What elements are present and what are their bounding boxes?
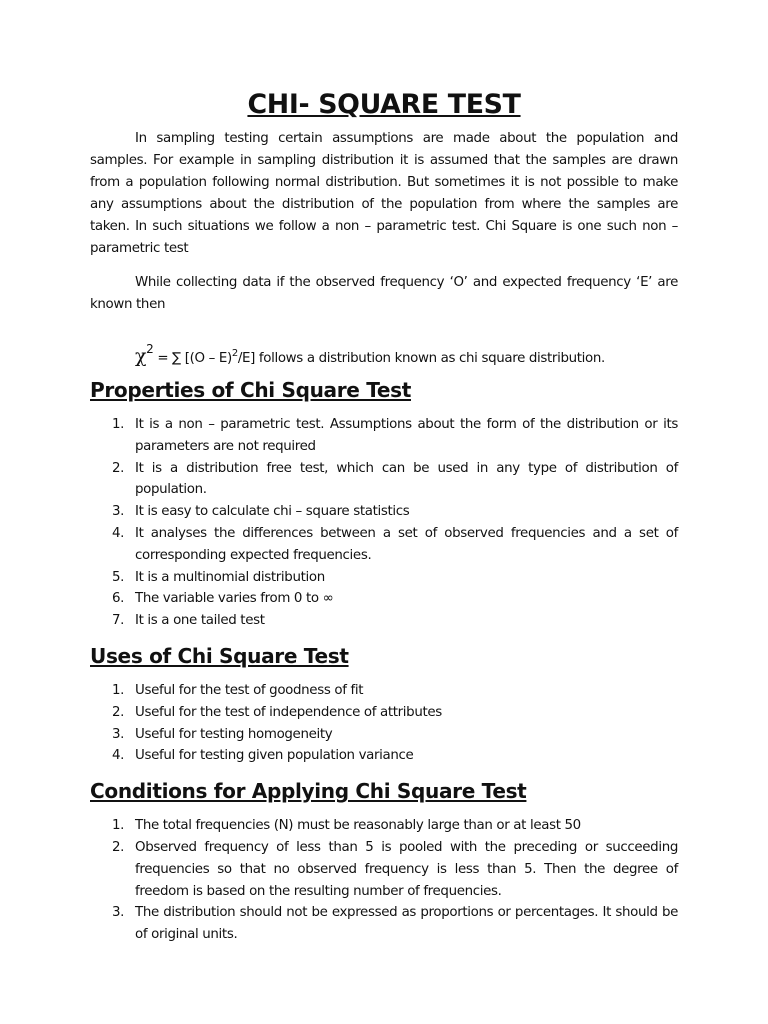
list-item-text: The variable varies from 0 to ∞: [135, 591, 334, 607]
list-item: [90, 414, 678, 458]
list-item-text: It is a one tailed test: [135, 613, 265, 629]
list-number: 4.: [112, 748, 125, 764]
list-item-text: It is a multinomial distribution: [135, 569, 325, 585]
list-item: [90, 501, 678, 523]
list-item-text: It analyses the differences between a set of observed frequencies and a set of corresponding expected frequencies.: [135, 525, 678, 563]
list-item-text: Observed frequency of less than 5 is pooled with the preceding or succeeding frequencies so that no observed frequency is less than 5. Then the degree of freedom is based on the resulting number of frequencies.: [135, 839, 678, 899]
collecting-paragraph: While collecting data if the observed frequency ‘O’ and expected frequency ‘E’ are known then: [90, 275, 678, 312]
list-item: [90, 745, 678, 767]
list-item-text: It is a distribution free test, which can be used in any type of distribution of population.: [135, 460, 678, 498]
list-item-text: Useful for testing homogeneity: [135, 726, 333, 742]
list-number: 2.: [112, 839, 125, 855]
list-item-text: It is easy to calculate chi – square statistics: [135, 504, 410, 520]
list-number: 7.: [112, 613, 125, 629]
list-number: 4.: [112, 525, 125, 541]
list-number: 3.: [112, 905, 125, 921]
list-number: 3.: [112, 504, 125, 520]
chi-exponent: 2: [146, 342, 154, 356]
list-item-text: Useful for the test of independence of attributes: [135, 704, 442, 720]
list-number: 2.: [112, 460, 125, 476]
list-number: 1.: [112, 682, 125, 698]
list-item: [90, 610, 678, 632]
list-item: [90, 567, 678, 589]
list-item-text: Useful for testing given population variance: [135, 748, 414, 764]
uses-list: [90, 680, 678, 767]
formula-expression-end: /E] follows a distribution known as chi square distribution.: [237, 351, 605, 366]
properties-list: [90, 414, 678, 632]
list-item-text: The total frequencies (N) must be reasonably large than or at least 50: [135, 818, 581, 834]
list-item: [90, 588, 678, 610]
list-item: [90, 724, 678, 746]
chi-symbol: χ: [135, 345, 147, 367]
intro-paragraph: In sampling testing certain assumptions are made about the population and samples. For example in sampling distribution it is assumed that the samples are drawn from a population following normal distribution. But sometimes it is not possible to make any assumptions about the distribution of the population from where the samples are taken. In such situations we follow a non – parametric test. Chi Square is one such non – parametric test: [90, 131, 678, 256]
list-number: 3.: [112, 726, 125, 742]
list-item-text: It is a non – parametric test. Assumptions about the form of the distribution or its parameters are not required: [135, 417, 678, 454]
list-item-text: The distribution should not be expressed as proportions or percentages. It should be of original units.: [135, 905, 678, 943]
uses-heading: Uses of Chi Square Test: [90, 643, 349, 668]
list-item: [90, 702, 678, 724]
formula-inner-exponent: 2: [231, 348, 238, 359]
conditions-list: [90, 815, 678, 946]
list-number: 5.: [112, 569, 125, 585]
list-item: [90, 837, 678, 902]
list-item: [90, 815, 678, 837]
list-item-text: Useful for the test of goodness of fit: [135, 682, 364, 698]
document-page: [90, 89, 678, 946]
conditions-heading: Conditions for Applying Chi Square Test: [90, 779, 527, 804]
list-item: [90, 458, 678, 502]
list-number: 6.: [112, 591, 125, 607]
formula-expression-start: = ∑ [(O – E): [153, 351, 232, 366]
list-number: 2.: [112, 704, 125, 720]
list-item: [90, 680, 678, 702]
page-title: CHI- SQUARE TEST: [247, 89, 521, 120]
list-number: 1.: [112, 818, 125, 834]
list-number: 1.: [112, 417, 125, 432]
properties-heading: Properties of Chi Square Test: [90, 378, 411, 402]
list-item: [90, 902, 678, 946]
chi-square-formula: [135, 334, 678, 367]
list-item: [90, 523, 678, 567]
